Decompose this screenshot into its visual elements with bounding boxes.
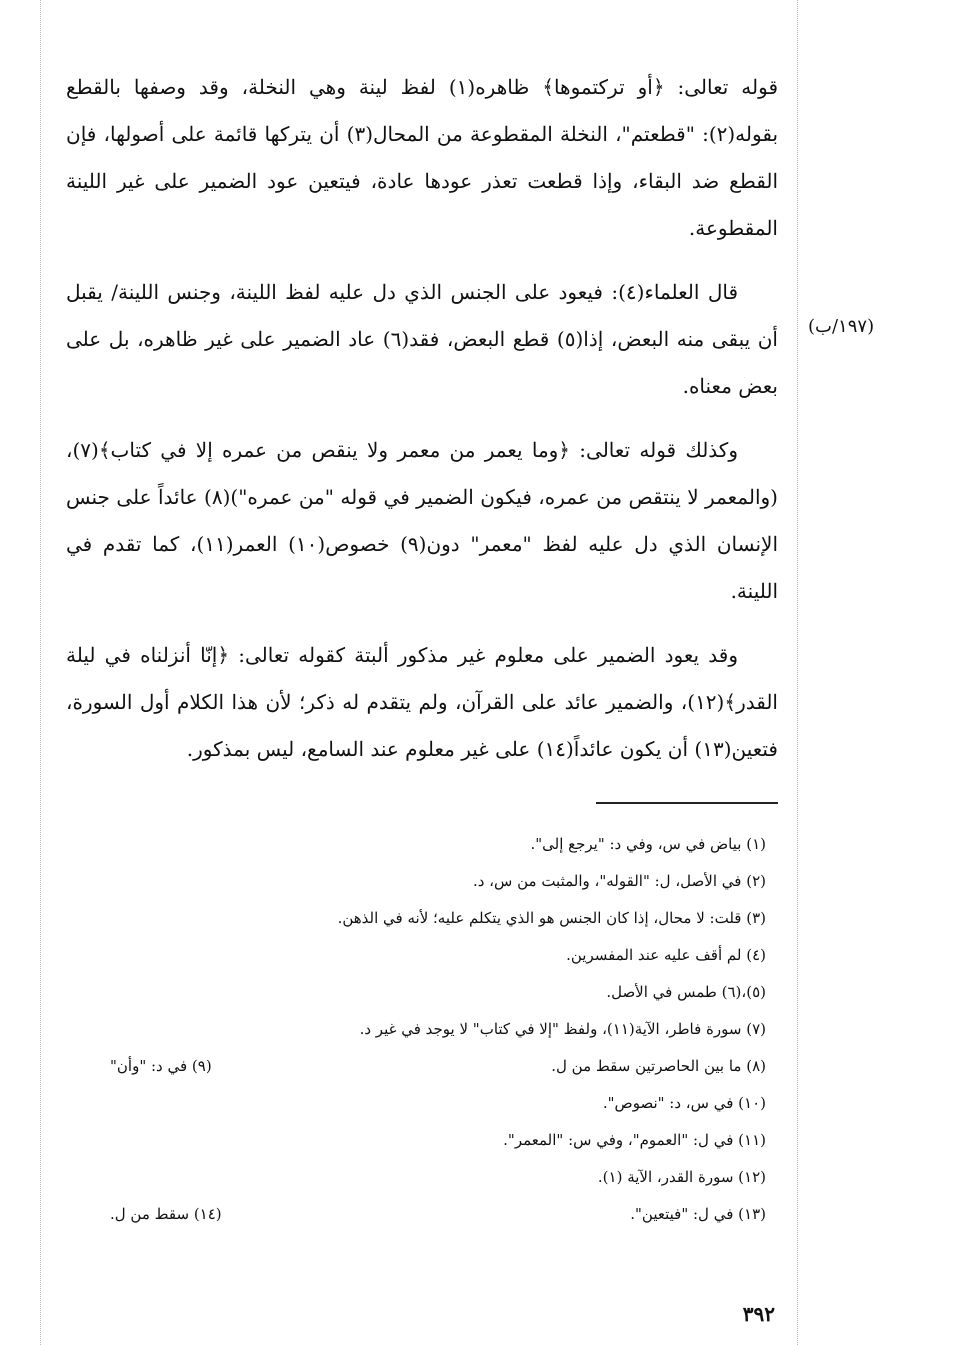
footnote-row — [110, 1159, 766, 1196]
page-number: ٣٩٢ — [742, 1302, 775, 1326]
paragraph: وقد يعود الضمير على معلوم غير مذكور ألبتة كقوله تعالى: ﴿إنّا أنزلناه في ليلة القدر﴾(١٢)، والضمير عائد على القرآن، ولم يتقدم له ذكر؛ لأن هذا الكلام أول السورة، فتعين(١٣) أن يكون عائداً(١٤) على غير معلوم عند السامع، ليس بمذكور. — [66, 643, 778, 761]
footnote-row — [110, 826, 766, 863]
footnote: (٨) ما بين الحاصرتين سقط من ل. — [551, 1057, 766, 1075]
footnote: (١٢) سورة القدر، الآية (١). — [597, 1168, 766, 1186]
paragraph: قال العلماء(٤): فيعود على الجنس الذي دل عليه لفظ اللينة، وجنس اللينة/ يقبل أن يبقى منه البعض، إذا(٥) قطع البعض، فقد(٦) عاد الضمير على غير ظاهره، بل على بعض معناه. — [66, 280, 778, 398]
paragraph: قوله تعالى: ﴿أو تركتموها﴾ ظاهره(١) لفظ لينة وهي النخلة، وقد وصفها بالقطع بقوله(٢): "قطعتم"، النخلة المقطوعة من المحال(٣) أن يتركها قائمة على أصولها، فإن القطع ضد البقاء، وإذا قطعت تعذر عودها عادة، فيتعين عود الضمير على غير اللينة المقطوعة. — [66, 75, 779, 240]
footnote-row — [110, 937, 766, 974]
right-margin-guide — [797, 0, 798, 1345]
footnote-row — [110, 974, 766, 1011]
footnotes — [110, 826, 766, 1233]
footnote: (٢) في الأصل، ل: "القوله"، والمثبت من س، د. — [472, 872, 766, 890]
footnote: (١) بياض في س، وفي د: "يرجع إلى". — [530, 835, 766, 853]
footnote-row — [110, 1085, 766, 1122]
main-text — [66, 64, 778, 790]
footnote: (١١) في ل: "العموم"، وفي س: "المعمر". — [503, 1131, 766, 1149]
footnote-row — [110, 863, 766, 900]
footnote: (٤) لم أقف عليه عند المفسرين. — [566, 946, 766, 964]
footnote-separator — [596, 802, 778, 804]
paragraph: وكذلك قوله تعالى: ﴿وما يعمر من معمر ولا ينقص من عمره إلا في كتاب﴾(٧)، (والمعمر لا ينتقص من عمره، فيكون الضمير في قوله "من عمره")(٨) عائداً على جنس الإنسان الذي دل عليه لفظ "معمر" دون(٩) خصوص(١٠) العمر(١١)، كما تقدم في اللينة. — [66, 438, 778, 603]
footnote: (١٣) في ل: "فيتعين". — [630, 1205, 766, 1223]
footnote: (٥)،(٦) طمس في الأصل. — [606, 983, 766, 1001]
footnote-row — [110, 1122, 766, 1159]
footnote: (٩) في د: "وأن" — [110, 1057, 212, 1075]
footnote-row — [110, 1196, 766, 1233]
footnote: (١٤) سقط من ل. — [110, 1205, 222, 1223]
footnote: (٣) قلت: لا محال، إذا كان الجنس هو الذي يتكلم عليه؛ لأنه في الذهن. — [337, 909, 766, 927]
footnote: (٧) سورة فاطر، الآية(١١)، ولفظ "إلا في كتاب" لا يوجد في غير د. — [359, 1020, 766, 1038]
footnote-row — [110, 1048, 766, 1085]
footnote-row — [110, 1011, 766, 1048]
left-margin-guide — [40, 0, 41, 1345]
footnote-row — [110, 900, 766, 937]
folio-margin-note: (١٩٧/ب) — [808, 316, 875, 337]
footnote: (١٠) في س، د: "نصوص". — [602, 1094, 766, 1112]
